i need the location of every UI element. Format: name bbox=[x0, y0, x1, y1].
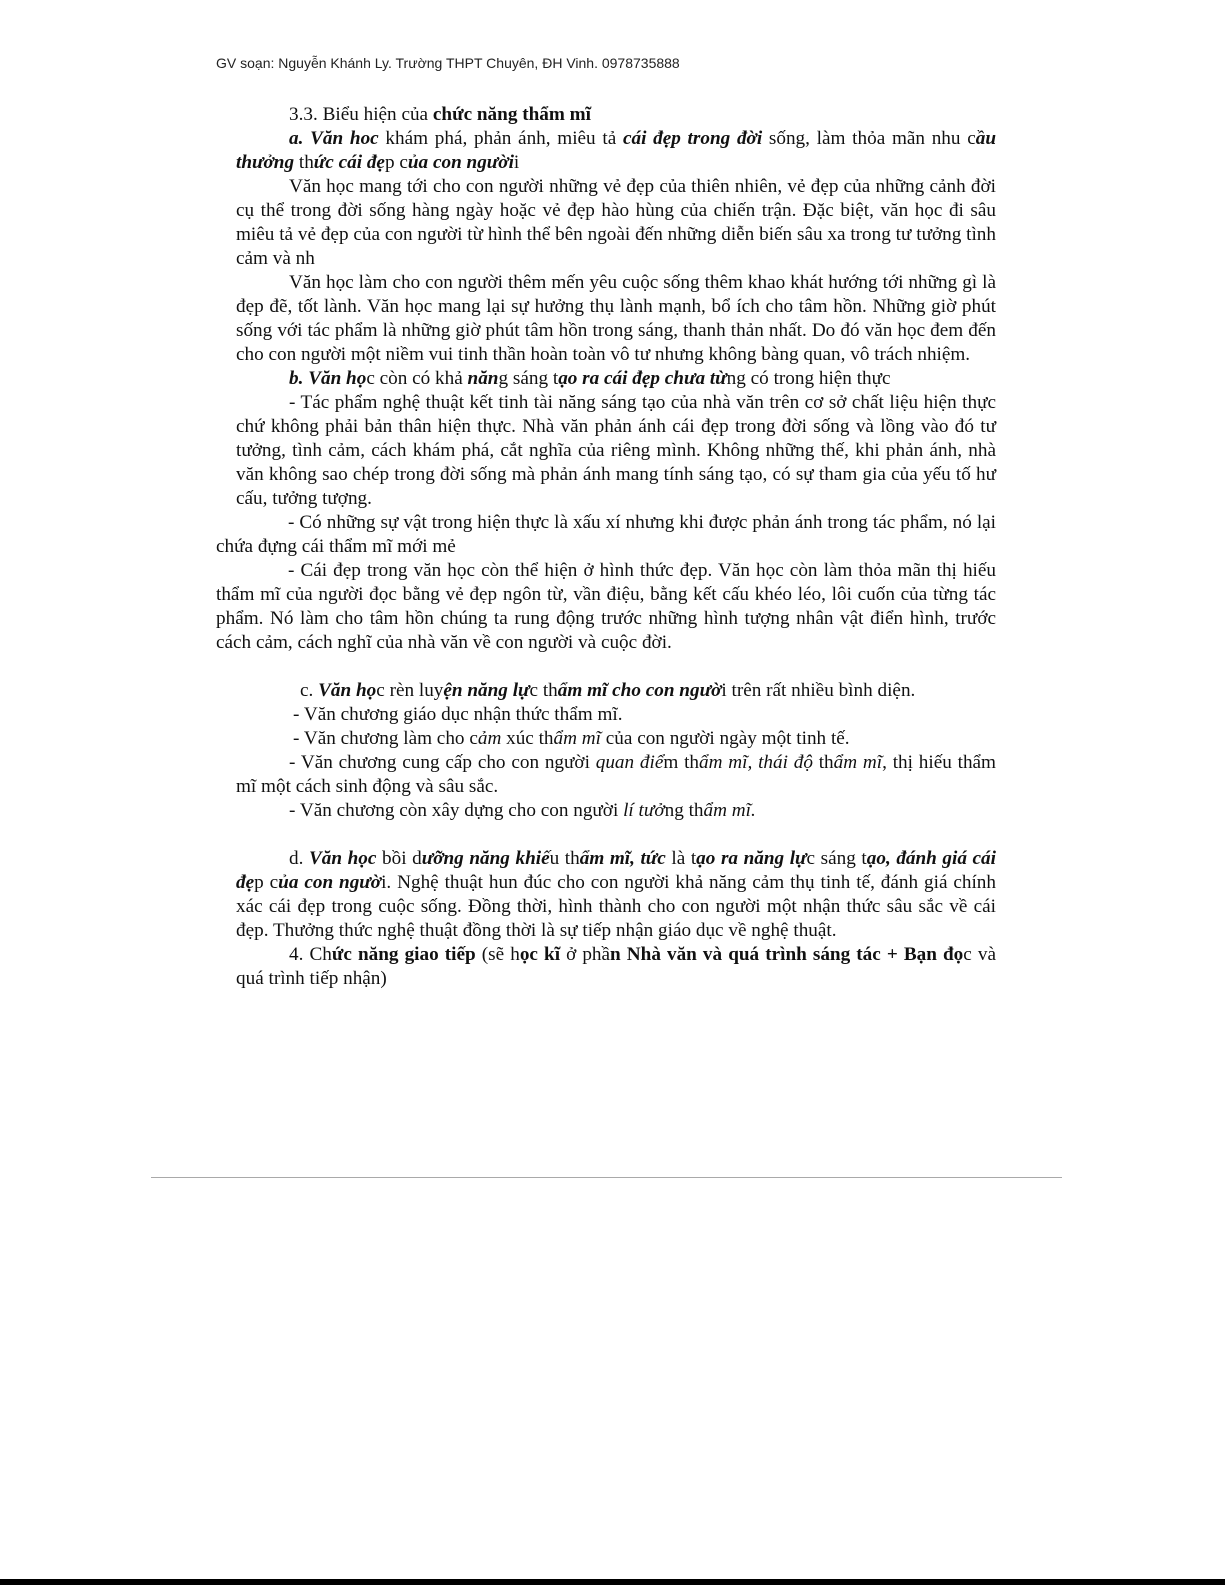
page-bottom-edge bbox=[0, 1579, 1225, 1585]
section-b-paragraph-1: - Tác phẩm nghệ thuật kết tinh tài năng sáng tạo của nhà văn trên cơ sở chất liệu hiện thực chứ không phải bản thân hiện thực. Nhà văn phản ánh cái đẹp trong đời sống và lồng vào đó tư tưởng, tình cảm, cách khám phá, cắt nghĩa của riêng mình. Không những thế, khi phản ánh, nhà văn không sao chép trong đời sống mà phản ánh mang tính sáng tạo, có sự tham gia của yếu tố hư cấu, tưởng tượng. bbox=[236, 392, 996, 509]
section-3-3-heading: 3.3. Biểu hiện của chức năng thẩm mĩ bbox=[289, 104, 591, 125]
section-a-heading: a. Văn hoc khám phá, phản ánh, miêu tả cái đẹp trong đời sống, làm thỏa mãn nhu cầu thưởng thức cái đẹp của con ngườii bbox=[236, 128, 996, 173]
footer-divider bbox=[151, 1177, 1062, 1178]
section-d-paragraph: d. Văn học bồi dưỡng năng khiếu thẩm mĩ, tức là tạo ra năng lực sáng tạo, đánh giá cái đẹp của con người. Nghệ thuật hun đúc cho con người khả năng cảm thụ tinh tế, đánh giá chính xác cái đẹp trong cuộc sống. Đồng thời, hình thành cho con người một nhận thức sâu sắc về cái đẹp. Thưởng thức nghệ thuật đồng thời là sự tiếp nhận giáo dục về nghệ thuật. bbox=[236, 848, 996, 941]
section-c-item-2: - Văn chương làm cho cảm xúc thẩm mĩ của con người ngày một tinh tế. bbox=[293, 728, 850, 749]
section-b-paragraph-2: - Có những sự vật trong hiện thực là xấu xí nhưng khi được phản ánh trong tác phẩm, nó lại chứa đựng cái thẩm mĩ mới mẻ bbox=[216, 512, 996, 557]
section-c-item-3: - Văn chương cung cấp cho con người quan điểm thẩm mĩ, thái độ thẩm mĩ, thị hiếu thẩm mĩ một cách sinh động và sâu sắc. bbox=[236, 752, 996, 797]
section-4-heading: 4. Chức năng giao tiếp (sẽ học kĩ ở phần Nhà văn và quá trình sáng tác + Bạn đọc và quá trình tiếp nhận) bbox=[236, 944, 996, 989]
document-body bbox=[216, 103, 996, 991]
section-a-paragraph-1: Văn học mang tới cho con người những vẻ đẹp của thiên nhiên, vẻ đẹp của những cảnh đời cụ thể trong đời sống hàng ngày hoặc vẻ đẹp hào hùng của chiến trận. Đặc biệt, văn học đi sâu miêu tả vẻ đẹp của con người từ hình thể bên ngoài đến những diễn biến sâu xa trong tư tưởng tình cảm và nh bbox=[236, 176, 996, 269]
page-header: GV soạn: Nguyễn Khánh Ly. Trường THPT Chuyên, ĐH Vinh. 0978735888 bbox=[216, 55, 680, 71]
section-c-item-1: - Văn chương giáo dục nhận thức thẩm mĩ. bbox=[293, 704, 623, 725]
section-c-item-4: - Văn chương còn xây dựng cho con người lí tưởng thẩm mĩ. bbox=[289, 800, 756, 821]
section-b-heading: b. Văn học còn có khả năng sáng tạo ra cái đẹp chưa từng có trong hiện thực bbox=[289, 368, 891, 389]
section-a-paragraph-2: Văn học làm cho con người thêm mến yêu cuộc sống thêm khao khát hướng tới những gì là đẹp đẽ, tốt lành. Văn học mang lại sự hưởng thụ lành mạnh, bổ ích cho tâm hồn. Những giờ phút sống với tác phẩm là những giờ phút tâm hồn trong sáng, thanh thản nhất. Do đó văn học đem đến cho con người một niềm vui tinh thần hoàn toàn vô tư nhưng không bàng quan, vô trách nhiệm. bbox=[236, 272, 996, 365]
section-c-heading: c. Văn học rèn luyện năng lực thẩm mĩ cho con người trên rất nhiều bình diện. bbox=[300, 680, 916, 701]
section-b-paragraph-3: - Cái đẹp trong văn học còn thể hiện ở hình thức đẹp. Văn học còn làm thỏa mãn thị hiếu thẩm mĩ của người đọc bằng vẻ đẹp ngôn từ, vần điệu, bằng kết cấu khéo léo, lôi cuốn của từng tác phẩm. Nó làm cho tâm hồn chúng ta rung động trước những hình tượng nhân vật điển hình, trước cách cảm, cách nghĩ của nhà văn về con người và cuộc đời. bbox=[216, 560, 996, 653]
